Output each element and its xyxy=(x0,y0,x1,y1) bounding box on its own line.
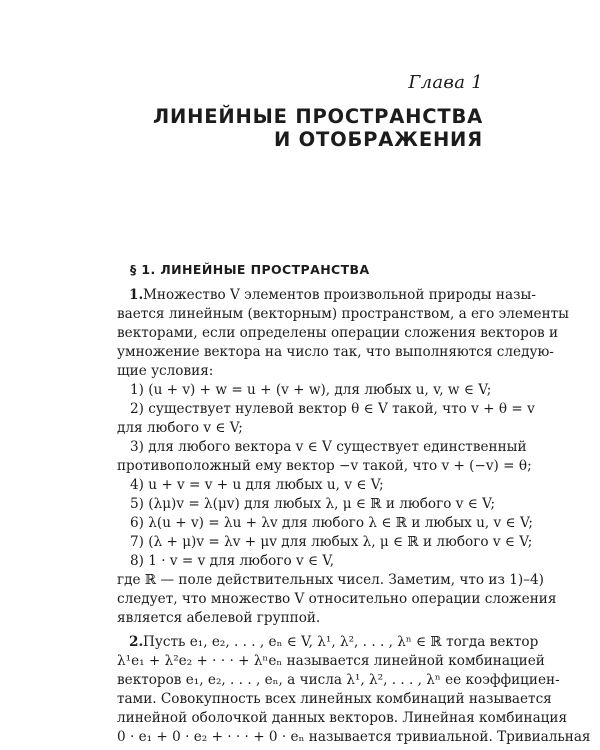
paragraph-1-line: где ℝ — поле действительных чисел. Заметим, что из 1)–4) xyxy=(117,572,544,588)
chapter-label: Глава 1 xyxy=(408,72,483,93)
condition-5: 5) (λμ)v = λ(μv) для любых λ, μ ∈ ℝ и любого v ∈ V; xyxy=(130,496,496,512)
paragraph-1-line: векторами, если определены операции сложения векторов и xyxy=(117,325,559,341)
chapter-title-line-1: ЛИНЕЙНЫЕ ПРОСТРАНСТВА xyxy=(153,105,483,128)
paragraph-1-number: 1. xyxy=(129,287,144,303)
paragraph-1-line: щие условия: xyxy=(117,363,214,379)
condition-7: 7) (λ + μ)v = λv + μv для любых λ, μ ∈ ℝ и любого v ∈ V; xyxy=(130,534,533,550)
condition-6: 6) λ(u + v) = λu + λv для любого λ ∈ ℝ и любых u, v ∈ V; xyxy=(130,515,533,531)
paragraph-2-line-1 xyxy=(117,633,539,652)
condition-3-cont: противоположный ему вектор −v такой, что v + (−v) = θ; xyxy=(117,458,532,474)
chapter-title-line-2: И ОТОБРАЖЕНИЯ xyxy=(273,128,483,151)
section-heading: § 1. ЛИНЕЙНЫЕ ПРОСТРАНСТВА xyxy=(130,262,370,277)
paragraph-2-line-text: Пусть e₁, e₂, . . . , eₙ ∈ V, λ¹, λ², . . . , λⁿ ∈ ℝ тогда вектор xyxy=(143,634,539,650)
paragraph-2-line: векторов e₁, e₂, . . . , eₙ, а числа λ¹, λ², . . . , λⁿ ее коэффициен- xyxy=(117,672,560,688)
paragraph-1-line: следует, что множество V относительно операции сложения xyxy=(117,591,557,607)
paragraph-2-number: 2. xyxy=(129,634,144,650)
paragraph-1-line-1 xyxy=(117,286,536,305)
paragraph-2-line: 0 · e₁ + 0 · e₂ + · · · + 0 · eₙ называется тривиальной. Тривиальная xyxy=(117,729,591,745)
condition-4: 4) u + v = v + u для любых u, v ∈ V; xyxy=(130,477,384,493)
paragraph-2-line: λ¹e₁ + λ²e₂ + · · · + λⁿeₙ называется линейной комбинацией xyxy=(117,653,545,669)
condition-2-cont: для любого v ∈ V; xyxy=(117,420,243,436)
paragraph-1-line: является абелевой группой. xyxy=(117,610,321,626)
paragraph-1-line: умножение вектора на число так, что выполняются следую- xyxy=(117,344,554,360)
condition-2: 2) существует нулевой вектор θ ∈ V такой, что v + θ = v xyxy=(130,401,535,417)
condition-3: 3) для любого вектора v ∈ V существует единственный xyxy=(130,439,527,455)
paragraph-1-line: вается линейным (векторным) пространством, а его элементы xyxy=(117,306,569,322)
condition-8: 8) 1 · v = v для любого v ∈ V, xyxy=(130,553,335,569)
paragraph-1-line-text: Множество V элементов произвольной природы назы- xyxy=(143,287,536,303)
paragraph-2-line: линейной оболочкой данных векторов. Линейная комбинация xyxy=(117,710,568,726)
condition-1: 1) (u + v) + w = u + (v + w), для любых u, v, w ∈ V; xyxy=(130,382,492,398)
paragraph-2-line: тами. Совокупность всех линейных комбинаций называется xyxy=(117,691,552,707)
